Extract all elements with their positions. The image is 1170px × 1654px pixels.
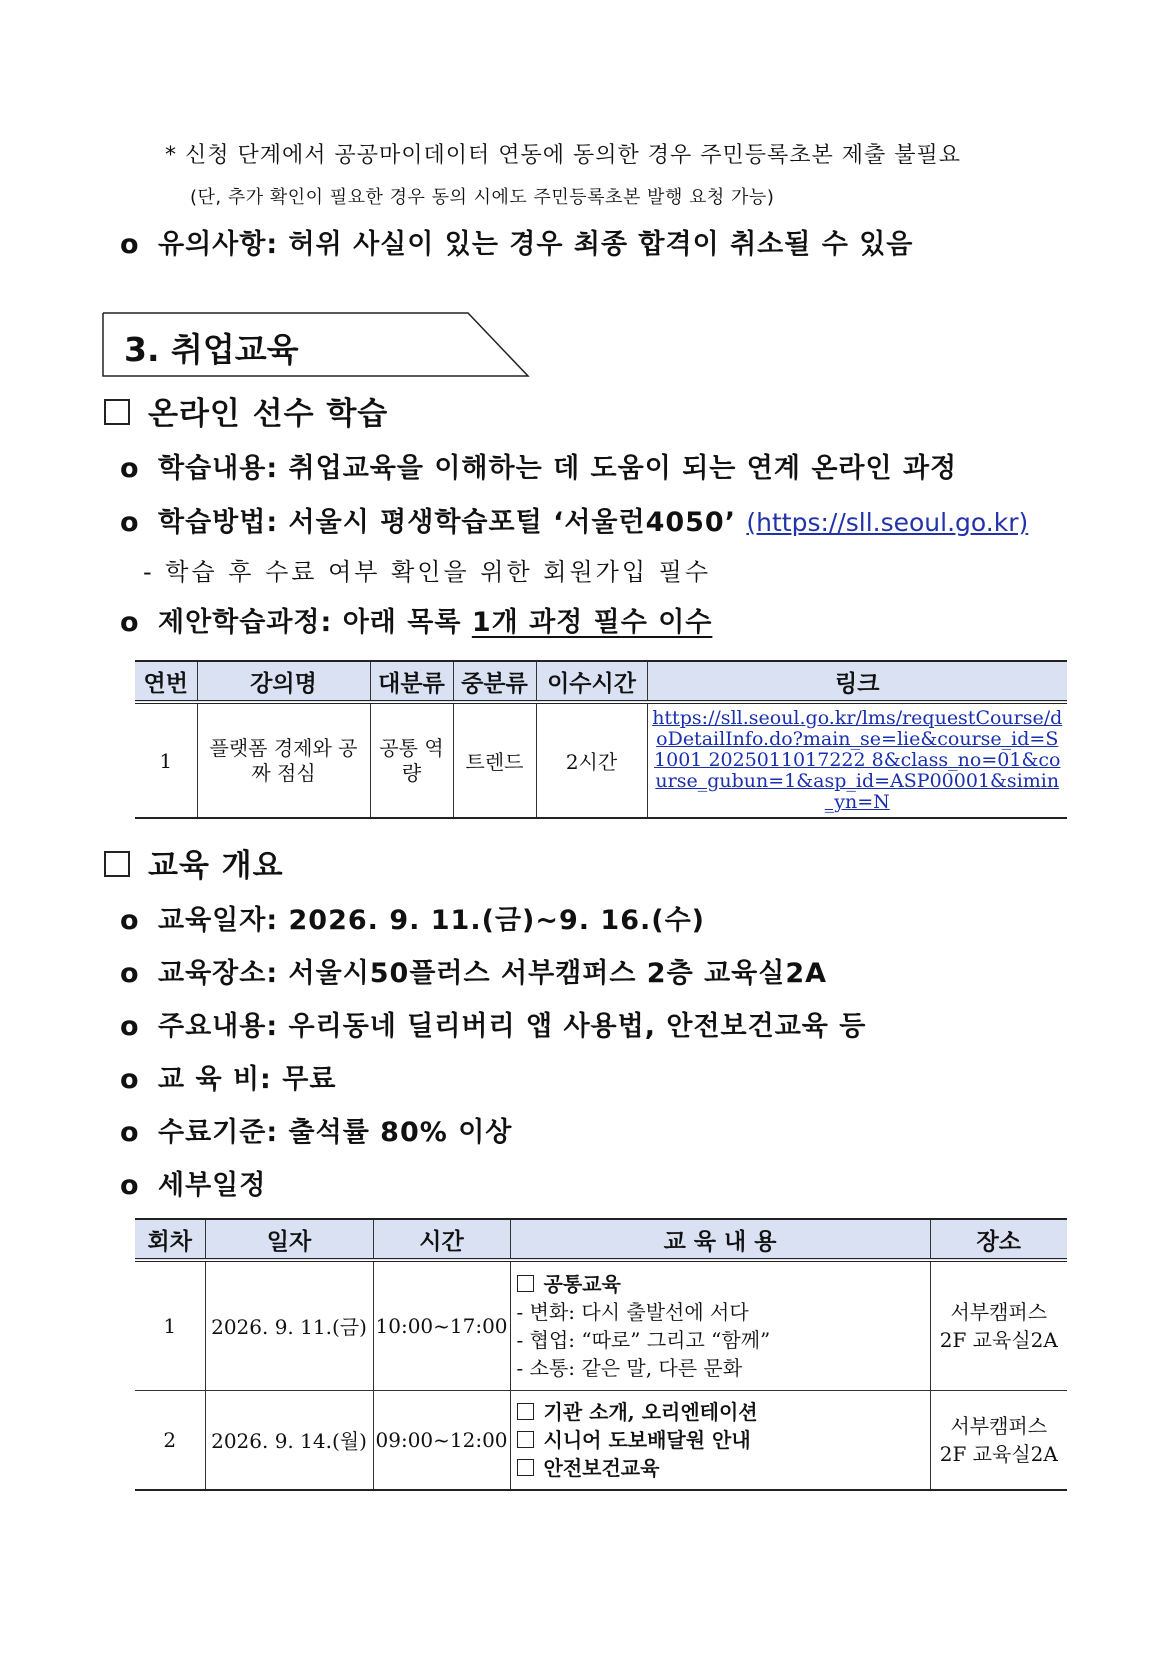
place-room: 2F 교육실2A: [939, 1441, 1058, 1466]
content-detail: - 협업: “따로” 그리고 “함께”: [516, 1327, 771, 1352]
cell-place: [930, 1390, 1067, 1490]
header-hours: 이수시간: [536, 661, 647, 702]
header-name: 강의명: [197, 661, 370, 702]
cell-content: [510, 1390, 930, 1490]
place-campus: 서부캠퍼스: [950, 1299, 1048, 1324]
course-table: [135, 660, 1067, 819]
cell-date: 2026. 9. 11.(금): [205, 1260, 373, 1390]
cell-time: 09:00~12:00: [373, 1390, 510, 1490]
checkbox-icon: [517, 1431, 534, 1448]
schedule-table-header: [135, 1219, 1067, 1260]
cell-name: 플랫폼 경제와 공짜 점심: [197, 702, 370, 818]
checkbox-icon: [517, 1403, 534, 1420]
schedule-table: [135, 1218, 1067, 1491]
cell-no: 1: [135, 702, 197, 818]
suggest-prefix: 제안학습과정: 아래 목록: [158, 607, 472, 638]
checkbox-icon: [517, 1275, 534, 1292]
online-heading: [104, 388, 388, 433]
section-title: 3. 취업교육: [124, 330, 299, 369]
online-heading-text: 온라인 선수 학습: [148, 396, 389, 432]
overview-date: 교육일자: 2026. 9. 11.(금)~9. 16.(수): [158, 905, 706, 936]
content-item: 기관 소개, 오리엔테이션: [517, 1398, 924, 1426]
cell-round: 1: [135, 1260, 205, 1390]
online-content-item: o 학습내용: 취업교육을 이해하는 데 도움이 되는 연계 온라인 과정: [120, 453, 958, 484]
table-row: [135, 702, 1067, 818]
header-major: 대분류: [370, 661, 453, 702]
cell-date: 2026. 9. 14.(월): [205, 1390, 373, 1490]
content-item: 안전보건교육: [517, 1454, 924, 1482]
overview-schedule-label: 세부일정: [158, 1170, 267, 1201]
content-title: 공통교육: [517, 1270, 924, 1298]
overview-item: o 수료기준: 출석률 80% 이상: [120, 1117, 513, 1148]
online-method: 학습방법: 서울시 평생학습포털 ‘서울런4050’: [158, 507, 736, 538]
table-row: [135, 1390, 1067, 1490]
cell-place: [930, 1260, 1067, 1390]
online-method-item: o 학습방법: 서울시 평생학습포털 ‘서울런4050’ (https://sll.seoul.go.kr): [120, 507, 1029, 538]
content-detail: - 소통: 같은 말, 다른 문화: [516, 1355, 743, 1380]
suggest-emphasis: 1개 과정 필수 이수: [471, 607, 713, 638]
content-detail: - 변화: 다시 출발선에 서다: [516, 1299, 749, 1324]
caution-text: 유의사항: 허위 사실이 있는 경우 최종 합격이 취소될 수 있음: [158, 229, 914, 260]
section-header: [102, 312, 522, 378]
checkbox-square-icon: [104, 399, 130, 425]
content-item: 시니어 도보배달원 안내: [517, 1426, 924, 1454]
cell-link[interactable]: https://sll.seoul.go.kr/lms/requestCourse/doDetailInfo.do?main_se=lie&course_id=S1001 2025011017222 8&class_no=01&course_gubun=1&asp_id=ASP00001&simin_yn=N: [652, 707, 1063, 813]
header-place: 장소: [930, 1219, 1067, 1260]
caution-item: [120, 222, 913, 261]
checkbox-icon: [517, 1459, 534, 1476]
overview-place: 교육장소: 서울시50플러스 서부캠퍼스 2층 교육실2A: [158, 958, 827, 989]
header-round: 회차: [135, 1219, 205, 1260]
cell-time: 10:00~17:00: [373, 1260, 510, 1390]
cell-round: 2: [135, 1390, 205, 1490]
suggest-item: o 제안학습과정: 아래 목록 1개 과정 필수 이수: [120, 607, 713, 638]
cell-content: [510, 1260, 930, 1390]
note-asterisk: * 신청 단계에서 공공마이데이터 연동에 동의한 경우 주민등록초본 제출 불필요: [165, 143, 962, 168]
overview-item: o 교육장소: 서울시50플러스 서부캠퍼스 2층 교육실2A: [120, 958, 827, 989]
header-link: 링크: [647, 661, 1067, 702]
overview-heading: [104, 840, 284, 885]
online-content: 학습내용: 취업교육을 이해하는 데 도움이 되는 연계 온라인 과정: [158, 453, 958, 484]
note-paren: (단, 추가 확인이 필요한 경우 동의 시에도 주민등록초본 발행 요청 가능): [190, 187, 775, 208]
header-date: 일자: [205, 1219, 373, 1260]
place-room: 2F 교육실2A: [939, 1327, 1058, 1352]
header-time: 시간: [373, 1219, 510, 1260]
overview-item: o 세부일정: [120, 1170, 267, 1201]
online-method-sub: - 학습 후 수료 여부 확인을 위한 회원가입 필수: [143, 558, 712, 586]
header-minor: 중분류: [453, 661, 536, 702]
header-content: 교 육 내 용: [510, 1219, 930, 1260]
header-no: 연번: [135, 661, 197, 702]
cell-minor: 트렌드: [453, 702, 536, 818]
bullet-mark: o: [120, 229, 140, 260]
cell-hours: 2시간: [536, 702, 647, 818]
overview-heading-text: 교육 개요: [148, 848, 284, 884]
cell-major: 공통 역량: [370, 702, 453, 818]
course-table-header: [135, 661, 1067, 702]
overview-item: o 교육일자: 2026. 9. 11.(금)~9. 16.(수): [120, 905, 706, 936]
overview-content: 주요내용: 우리동네 딜리버리 앱 사용법, 안전보건교육 등: [158, 1011, 867, 1042]
overview-fee: 교 육 비: 무료: [158, 1064, 337, 1095]
checkbox-square-icon: [104, 851, 130, 877]
overview-item: o 교 육 비: 무료: [120, 1064, 337, 1095]
overview-criteria: 수료기준: 출석률 80% 이상: [158, 1117, 513, 1148]
place-campus: 서부캠퍼스: [950, 1413, 1048, 1438]
table-row: [135, 1260, 1067, 1390]
portal-link[interactable]: (https://sll.seoul.go.kr): [746, 508, 1029, 537]
overview-item: o 주요내용: 우리동네 딜리버리 앱 사용법, 안전보건교육 등: [120, 1011, 867, 1042]
